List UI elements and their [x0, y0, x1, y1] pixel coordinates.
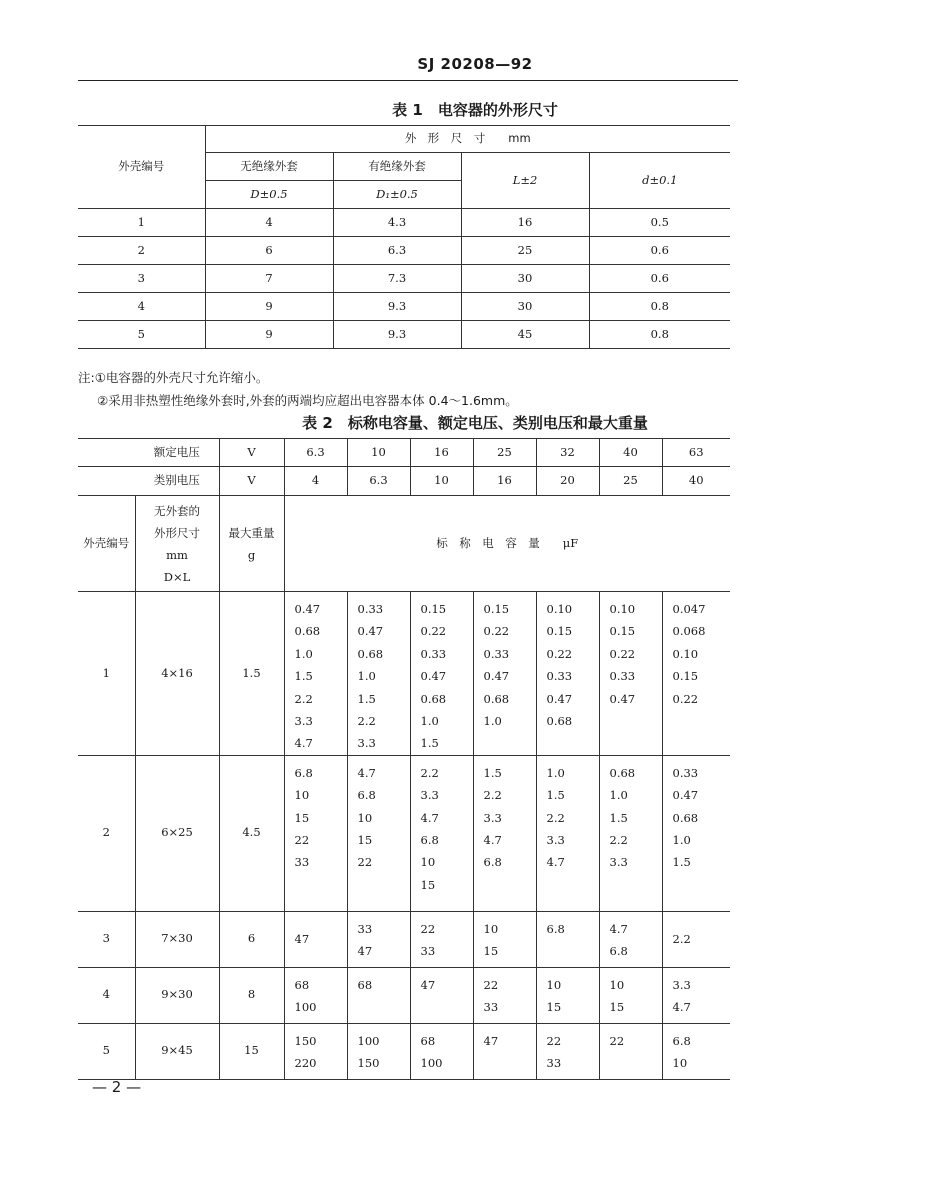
capacitance-values: 68 100 [410, 1023, 473, 1079]
category-voltage: 40 [662, 467, 730, 496]
table1-cell: 9 [205, 321, 333, 349]
table1-header-D1: D₁±0.5 [333, 181, 461, 209]
capacitance-values: 22 33 [473, 967, 536, 1023]
capacitance-values: 22 [599, 1023, 662, 1079]
capacitance-values: 1.0 1.5 2.2 3.3 4.7 [536, 755, 599, 911]
housing-no: 4 [78, 967, 135, 1023]
table1-cell: 0.6 [589, 265, 730, 293]
table2-header-housing: 外壳编号 [78, 496, 135, 592]
rated-voltage-unit: V [219, 439, 284, 467]
capacitance-values: 4.7 6.8 10 15 22 [347, 755, 410, 911]
table2-header-dims: 无外套的 外形尺寸 mm D×L [135, 496, 219, 592]
capacitance-values: 3.3 4.7 [662, 967, 730, 1023]
capacitance-values: 6.8 [536, 911, 599, 967]
capacitance-values: 2.2 [662, 911, 730, 967]
housing-dims: 6×25 [135, 755, 219, 911]
table1-cell: 30 [461, 265, 589, 293]
category-voltage: 16 [473, 467, 536, 496]
rated-voltage: 63 [662, 439, 730, 467]
table2-caption: 表 2 标称电容量、额定电压、类别电压和最大重量 [302, 414, 648, 432]
table1-cell: 30 [461, 293, 589, 321]
capacitance-values: 4.7 6.8 [599, 911, 662, 967]
table1-cell: 4.3 [333, 209, 461, 237]
page-number: — 2 — [92, 1078, 142, 1096]
housing-no: 2 [78, 755, 135, 911]
housing-dims: 4×16 [135, 592, 219, 756]
category-voltage: 10 [410, 467, 473, 496]
category-voltage-unit: V [219, 467, 284, 496]
table1-cell: 9.3 [333, 293, 461, 321]
table1-header-D: D±0.5 [205, 181, 333, 209]
rated-voltage-label: 额定电压 [135, 439, 219, 467]
housing-dims: 7×30 [135, 911, 219, 967]
rated-voltage: 16 [410, 439, 473, 467]
housing-no: 1 [78, 592, 135, 756]
table1-cell: 1 [78, 209, 205, 237]
table1-note-2: ②采用非热塑性绝缘外套时,外套的两端均应超出电容器本体 0.4～1.6mm。 [97, 393, 518, 408]
table-row [78, 265, 730, 293]
table1-header-with-sleeve: 有绝缘外套 [333, 153, 461, 181]
capacitance-values: 0.33 0.47 0.68 1.0 1.5 2.2 3.3 [347, 592, 410, 756]
table2-header-capacitance: 标 称 电 容 量 μF [284, 496, 730, 592]
capacitance-values: 10 15 [473, 911, 536, 967]
table1-cell: 0.6 [589, 237, 730, 265]
table1-cell: 9.3 [333, 321, 461, 349]
document-code: SJ 20208—92 [417, 55, 533, 73]
table1-cell: 3 [78, 265, 205, 293]
table1-cell: 6.3 [333, 237, 461, 265]
table1-cell: 2 [78, 237, 205, 265]
table1-cell: 4 [78, 293, 205, 321]
table1-cell: 4 [205, 209, 333, 237]
rated-voltage: 32 [536, 439, 599, 467]
table1-header-L: L±2 [461, 153, 589, 209]
capacitance-values: 0.68 1.0 1.5 2.2 3.3 [599, 755, 662, 911]
capacitance-values: 6.8 10 15 22 33 [284, 755, 347, 911]
capacitance-values: 0.10 0.15 0.22 0.33 0.47 0.68 [536, 592, 599, 756]
table1-cell: 6 [205, 237, 333, 265]
capacitance-values: 100 150 [347, 1023, 410, 1079]
capacitance-values: 22 33 [536, 1023, 599, 1079]
rated-voltage: 40 [599, 439, 662, 467]
housing-weight: 1.5 [219, 592, 284, 756]
capacitance-values: 47 [410, 967, 473, 1023]
table-row [78, 237, 730, 265]
capacitance-values: 47 [473, 1023, 536, 1079]
table1-cell: 0.8 [589, 321, 730, 349]
category-voltage: 4 [284, 467, 347, 496]
table-row [78, 911, 730, 967]
table1-cell: 5 [78, 321, 205, 349]
table-row [78, 1023, 730, 1079]
table1-cell: 25 [461, 237, 589, 265]
capacitance-values: 150 220 [284, 1023, 347, 1079]
category-voltage-label: 类别电压 [135, 467, 219, 496]
capacitance-values: 0.15 0.22 0.33 0.47 0.68 1.0 1.5 [410, 592, 473, 756]
capacitance-values: 1.5 2.2 3.3 4.7 6.8 [473, 755, 536, 911]
category-voltage: 25 [599, 467, 662, 496]
capacitance-values: 0.10 0.15 0.22 0.33 0.47 [599, 592, 662, 756]
table1-cell: 16 [461, 209, 589, 237]
table1-cell: 0.8 [589, 293, 730, 321]
capacitance-values: 6.8 10 [662, 1023, 730, 1079]
table1-header-no-sleeve: 无绝缘外套 [205, 153, 333, 181]
capacitance-values: 0.47 0.68 1.0 1.5 2.2 3.3 4.7 [284, 592, 347, 756]
housing-dims: 9×30 [135, 967, 219, 1023]
capacitance-values: 68 100 [284, 967, 347, 1023]
housing-weight: 4.5 [219, 755, 284, 911]
table1-cell: 45 [461, 321, 589, 349]
capacitance-values: 10 15 [599, 967, 662, 1023]
housing-weight: 6 [219, 911, 284, 967]
table1-dimensions [78, 125, 730, 349]
table-row [78, 967, 730, 1023]
rated-voltage: 10 [347, 439, 410, 467]
capacitance-values: 22 33 [410, 911, 473, 967]
table-row [78, 209, 730, 237]
table-row [78, 755, 730, 911]
table1-header-housing: 外壳编号 [78, 126, 205, 209]
table1-header-dimensions: 外 形 尺 寸 mm [205, 126, 730, 153]
capacitance-values: 68 [347, 967, 410, 1023]
table1-cell: 7 [205, 265, 333, 293]
table-row [78, 592, 730, 756]
capacitance-values: 2.2 3.3 4.7 6.8 10 15 [410, 755, 473, 911]
table2-header-weight: 最大重量 g [219, 496, 284, 592]
category-voltage: 6.3 [347, 467, 410, 496]
category-voltage-row [78, 467, 730, 496]
header-rule [78, 80, 738, 81]
table1-cell: 9 [205, 293, 333, 321]
table1-header-d: d±0.1 [589, 153, 730, 209]
category-voltage: 20 [536, 467, 599, 496]
rated-voltage: 25 [473, 439, 536, 467]
table-row [78, 293, 730, 321]
table1-cell: 0.5 [589, 209, 730, 237]
capacitance-values: 0.047 0.068 0.10 0.15 0.22 [662, 592, 730, 756]
table-row [78, 321, 730, 349]
table1-cell: 7.3 [333, 265, 461, 293]
table1-note-1: 注:①电容器的外壳尺寸允许缩小。 [78, 370, 269, 385]
housing-dims: 9×45 [135, 1023, 219, 1079]
capacitance-values: 47 [284, 911, 347, 967]
housing-no: 5 [78, 1023, 135, 1079]
capacitance-values: 0.33 0.47 0.68 1.0 1.5 [662, 755, 730, 911]
rated-voltage: 6.3 [284, 439, 347, 467]
housing-weight: 15 [219, 1023, 284, 1079]
rated-voltage-row [78, 439, 730, 467]
capacitance-values: 0.15 0.22 0.33 0.47 0.68 1.0 [473, 592, 536, 756]
housing-no: 3 [78, 911, 135, 967]
capacitance-values: 10 15 [536, 967, 599, 1023]
table2-capacitance [78, 438, 730, 1080]
capacitance-values: 33 47 [347, 911, 410, 967]
housing-weight: 8 [219, 967, 284, 1023]
table1-caption: 表 1 电容器的外形尺寸 [392, 101, 558, 119]
